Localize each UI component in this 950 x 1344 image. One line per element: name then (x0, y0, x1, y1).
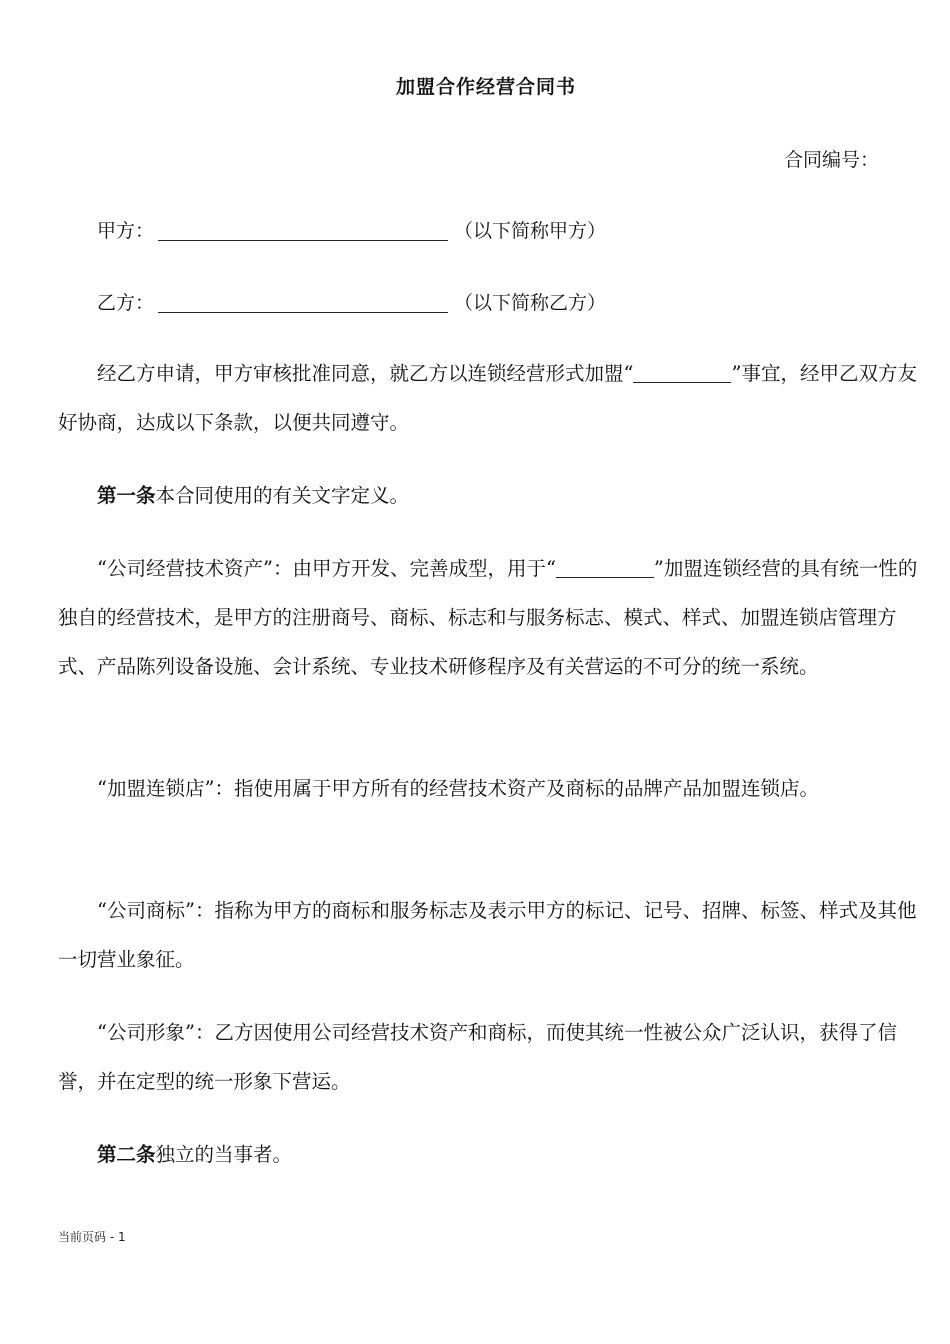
intro-text-b: ”事宜，经甲乙双方友好协商，达成以下条款，以便共同遵守。 (58, 362, 917, 434)
party-a-blank (158, 220, 448, 241)
definition-3: “公司商标”：指称为甲方的商标和服务标志及表示甲方的标记、记号、招牌、标签、样式及其他一切营业象征。 (58, 899, 917, 971)
party-b-line (97, 288, 606, 315)
article-1-text: 本合同使用的有关文字定义。 (155, 484, 410, 507)
party-b-label: 乙方： (97, 292, 155, 314)
brand-blank-2 (556, 559, 654, 578)
definition-1-text-a: “公司经营技术资产”：由甲方开发、完善成型，用于“ (97, 557, 556, 580)
definition-1-text-b: ”加盟连锁经营的具有统一性的独自的经营技术，是甲方的注册商号、商标、标志和与服务标志、模式、样式、加盟连锁店管理方式、产品陈列设备设施、会计系统、专业技术研修程序及有关营运的不可分的统一系统。 (58, 557, 918, 678)
document-title: 加盟合作经营合同书 (395, 76, 576, 98)
page-number-footer: 当前页码 - 1 (58, 1230, 126, 1244)
party-a-suffix: （以下简称甲方） (454, 220, 607, 242)
party-b-blank (158, 292, 448, 313)
party-b-suffix: （以下简称乙方） (454, 292, 607, 314)
article-2-heading: 第二条 (97, 1143, 156, 1166)
party-a-label: 甲方： (97, 220, 155, 242)
article-1 (58, 471, 918, 520)
definition-2: “加盟连锁店”：指使用属于甲方所有的经营技术资产及商标的品牌产品加盟连锁店。 (97, 777, 819, 800)
intro-text-a: 经乙方申请，甲方审核批准同意，就乙方以连锁经营形式加盟“ (97, 362, 634, 385)
intro-paragraph (58, 349, 918, 447)
article-1-heading: 第一条 (97, 484, 156, 507)
brand-blank (633, 364, 731, 383)
contract-number-label: 合同编号： (783, 149, 879, 171)
definition-4: “公司形象”：乙方因使用公司经营技术资产和商标，而使其统一性被公众广泛认识，获得了信誉，并在定型的统一形象下营运。 (58, 1021, 897, 1093)
party-a-line (97, 216, 606, 243)
article-2 (58, 1130, 918, 1179)
article-2-text: 独立的当事者。 (155, 1143, 293, 1166)
definition-1 (58, 544, 918, 691)
